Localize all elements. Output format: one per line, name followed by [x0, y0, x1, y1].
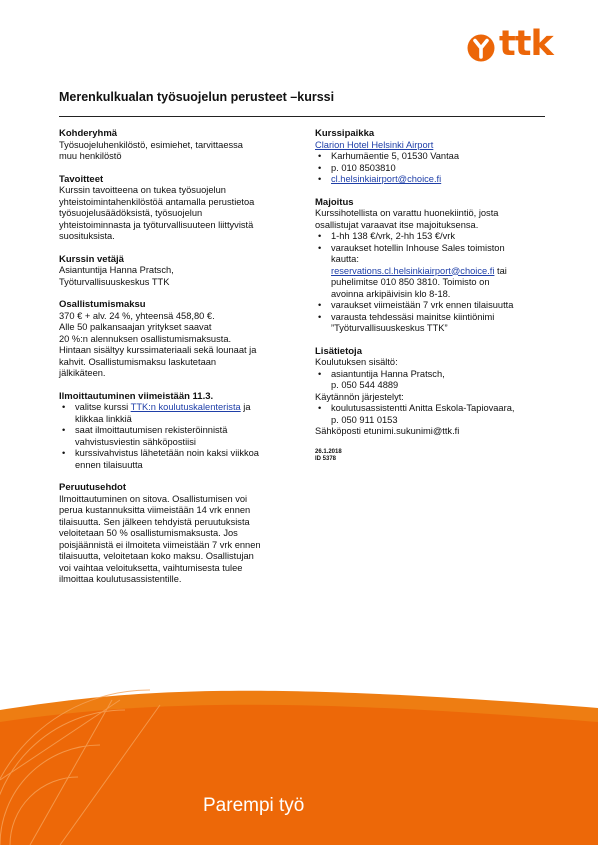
- text-line: Kurssin tavoitteena on tukea työsuojelun: [59, 185, 226, 195]
- logo-wordmark: ttk: [499, 24, 553, 64]
- text-line: puhelimitse 010 850 3810. Toimisto on: [331, 277, 490, 287]
- text-line: perua kustannuksitta viimeistään 14 vrk ennen: [59, 505, 251, 515]
- text-line: Alle 50 palkansaajan yritykset saavat: [59, 322, 212, 332]
- booking-deadline: varaukset viimeistään 7 vrk ennen tilaisuutta: [331, 300, 514, 310]
- text-line: kautta:: [331, 254, 359, 264]
- section-heading: Kurssin vetäjä: [59, 253, 124, 265]
- text-line: poisjäännistä ei ilmoiteta viimeistään 7 vrk ennen: [59, 539, 261, 550]
- text-line: osallistujat varaavat itse majoituksensa.: [315, 219, 479, 230]
- text-line: • koulutusassistentti Anitta Eskola-Tapiovaara,: [331, 403, 515, 413]
- text-line: ”Työturvallisuuskeskus TTK”: [331, 323, 448, 333]
- text-line: • saat ilmoittautumisen rekisteröinnistä: [75, 425, 228, 435]
- text-line: p. 050 544 4889: [331, 380, 399, 390]
- text-line: tilaisuutta, veloitetaan koko maksu. Osallistujan: [59, 551, 254, 561]
- text-line: Käytännön järjestelyt:: [315, 391, 404, 402]
- text-fragment: ja: [240, 402, 251, 412]
- text-line: voi vaihtaa veloituksetta, vaihtumisesta tulee: [59, 562, 243, 573]
- section-heading: Kohderyhmä: [59, 128, 118, 139]
- section-heading: Ilmoittautuminen viimeistään 11.3.: [59, 390, 214, 402]
- text-line: • kurssivahvistus lähetetään noin kaksi viikkoa: [75, 448, 259, 458]
- text-line: veloitetaan 50 % osallistumismaksusta. Jos: [59, 528, 238, 538]
- text-line: ilmoittaa koulutusassistentille.: [59, 574, 182, 584]
- text-line: muu henkilöstö: [59, 151, 122, 161]
- section-heading: Tavoitteet: [59, 173, 104, 185]
- document-date: 26.1.2018: [315, 448, 342, 455]
- section-heading: Peruutusehdot: [59, 482, 127, 493]
- text-line: 370 € + alv. 24 %, yhteensä 458,80 €.: [59, 310, 215, 321]
- course-calendar-link[interactable]: TTK:n koulutuskalenterista: [130, 402, 241, 412]
- hotel-link[interactable]: Clarion Hotel Helsinki Airport: [315, 139, 434, 150]
- venue-email-link[interactable]: cl.helsinkiairport@choice.fi: [331, 174, 442, 184]
- text-line: vahvistusviestin sähköpostiisi: [75, 436, 196, 447]
- section-heading: Majoitus: [315, 196, 354, 208]
- footer-slogan: Parempi työ: [203, 795, 305, 816]
- section-heading: Kurssipaikka: [315, 128, 375, 139]
- section-heading: Osallistumismaksu: [59, 299, 146, 310]
- text-line: ennen tilaisuutta: [75, 459, 143, 470]
- venue-address: Karhumäentie 5, 01530 Vantaa: [331, 151, 460, 161]
- text-line: • varaukset hotellin Inhouse Sales toimiston: [331, 242, 505, 253]
- text-line: jälkikäteen.: [59, 368, 106, 378]
- text-line: Hintaan sisältyy kurssimateriaali sekä lounaat ja: [59, 345, 257, 355]
- text-line: Ilmoittautuminen on sitova. Osallistumisen voi: [59, 493, 248, 504]
- email-info: Sähköposti etunimi.sukunimi@ttk.fi: [315, 426, 460, 436]
- document-id: ID 5378: [315, 456, 337, 462]
- text-line: p. 050 911 0153: [331, 414, 398, 425]
- section-heading: Lisätietoja: [315, 345, 362, 357]
- text-line: • varausta tehdessäsi mainitse kiintiönimi: [331, 311, 495, 322]
- text-line: työsuojelusäädöksistä, työsuojelun: [59, 208, 203, 218]
- text-line: avoinna arkipäivisin klo 8-18.: [331, 288, 451, 299]
- text-line: • asiantuntija Hanna Pratsch,: [331, 368, 445, 379]
- text-line: Asiantuntija Hanna Pratsch,: [59, 265, 174, 275]
- text-line: tilaisuutta. Sen jälkeen tehdyistä peruutuksista: [59, 516, 250, 527]
- text-line: kahvit. Osallistumismaksu laskutetaan: [59, 356, 217, 367]
- text-line: Koulutuksen sisältö:: [315, 357, 398, 367]
- venue-phone: p. 010 8503810: [331, 162, 396, 173]
- text-line: 20 %:n alennuksen osallistumismaksusta.: [59, 333, 232, 344]
- text-line: Työturvallisuuskeskus TTK: [59, 276, 170, 287]
- text-line: yhteistoiminnasta ja työturvallisuuteen liittyvistä: [59, 219, 254, 230]
- text-line: Kurssihotellista on varattu huonekiintiö, josta: [315, 208, 499, 218]
- text-fragment: valitse kurssi: [75, 402, 131, 412]
- room-price: 1-hh 138 €/vrk, 2-hh 153 €/vrk: [331, 231, 456, 241]
- reservations-email-link[interactable]: reservations.cl.helsinkiairport@choice.fi: [331, 265, 495, 276]
- text-line: suosituksista.: [59, 231, 115, 241]
- text-fragment: tai: [494, 265, 507, 276]
- document-title: Merenkulkualan työsuojelun perusteet –kurssi: [59, 90, 335, 104]
- text-line: yhteistoimintahenkilöstöä antamalla perustietoa: [59, 196, 255, 207]
- text-line: klikkaa linkkiä: [75, 413, 132, 424]
- text-line: Työsuojeluhenkilöstö, esimiehet, tarvittaessa: [59, 139, 243, 150]
